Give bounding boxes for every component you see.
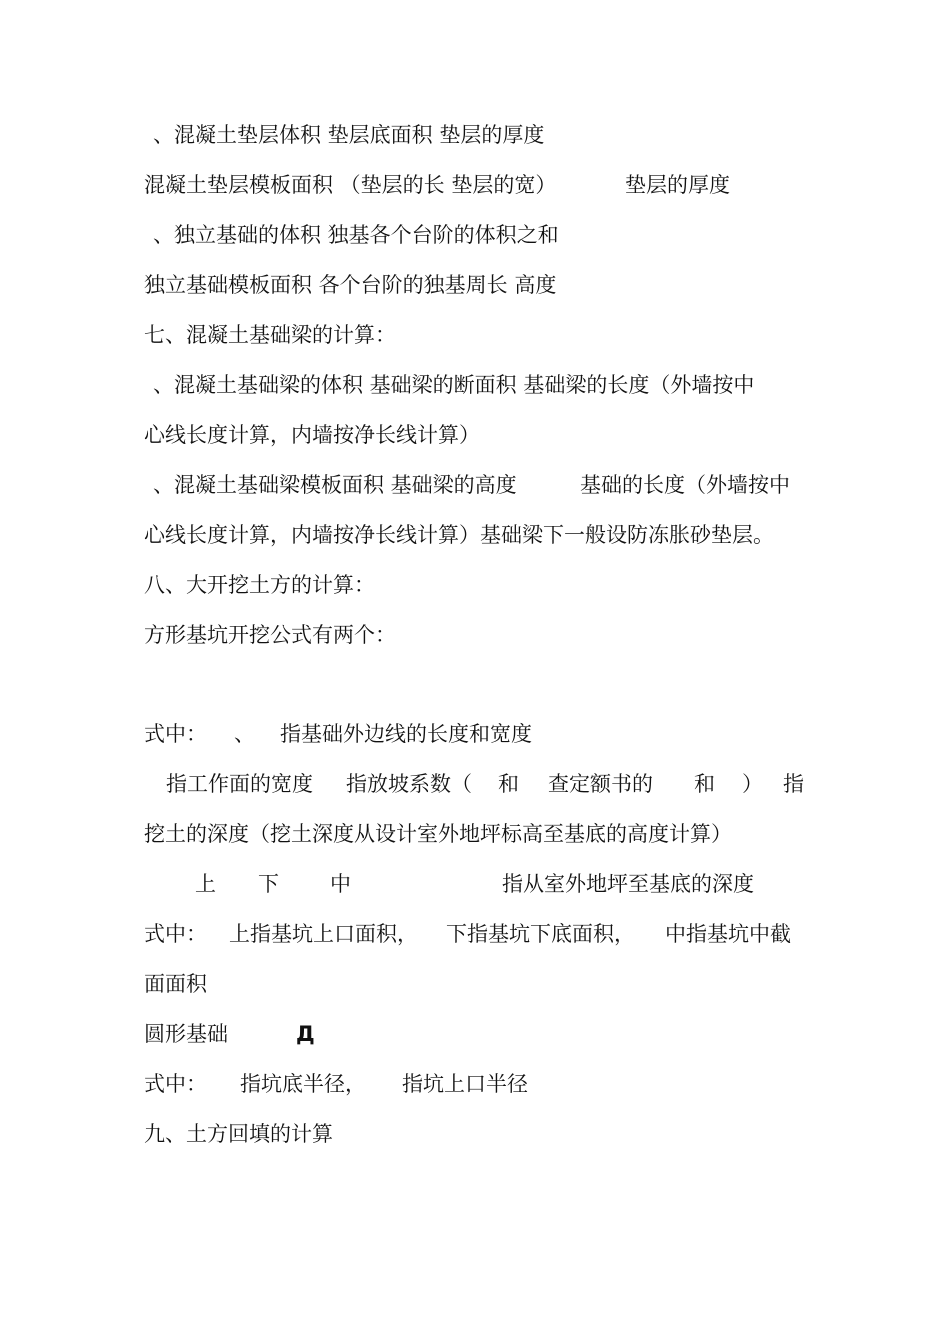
text-segment: 、	[234, 722, 255, 746]
text-segment: 垫层的厚度	[625, 173, 730, 197]
text-segment: 独立基础模板面积 各个台阶的独基周长 高度	[144, 273, 557, 297]
formula-symbol: Д	[296, 1022, 315, 1046]
text-segment: 中指基坑中截	[665, 922, 791, 946]
text-segment: 指从室外地坪至基底的深度	[502, 872, 754, 896]
text-segment: 面面积	[144, 972, 207, 996]
text-segment: 心线长度计算，内墙按净长线计算）基础梁下一般设防冻胀砂垫层。	[144, 523, 774, 547]
text-segment: 混凝土垫层模板面积 （垫层的长 垫层的宽）	[144, 173, 557, 197]
text-segment: 上指基坑上口面积，	[229, 922, 418, 946]
text-segment: 式中：	[144, 1072, 207, 1096]
text-segment: ）	[742, 772, 763, 796]
text-segment: 下指基坑下底面积，	[446, 922, 635, 946]
text-segment: 方形基坑开挖公式有两个：	[144, 623, 396, 647]
text-segment: 指基础外边线的长度和宽度	[280, 722, 532, 746]
text-segment: 九、土方回填的计算	[144, 1122, 333, 1146]
text-segment: 和	[498, 772, 519, 796]
text-segment: 下	[258, 872, 279, 896]
text-segment: 、混凝土基础梁的体积 基础梁的断面积 基础梁的长度（外墙按中	[153, 373, 755, 397]
section-heading	[0, 1121, 333, 1199]
text-segment: 指	[783, 772, 804, 796]
text-segment: 上	[195, 872, 216, 896]
text-segment: 挖土的深度（挖土深度从设计室外地坪标高至基底的高度计算）	[144, 822, 732, 846]
text-segment: 圆形基础	[144, 1022, 228, 1046]
text-segment: 基础的长度（外墙按中	[580, 473, 790, 497]
text-segment: 指坑上口半径	[402, 1072, 528, 1096]
text-segment: 查定额书的	[548, 772, 653, 796]
text-segment: 、独立基础的体积 独基各个台阶的体积之和	[153, 223, 559, 247]
text-segment: 和	[694, 772, 715, 796]
text-segment: 指工作面的宽度	[166, 772, 313, 796]
text-segment: 式中：	[144, 722, 207, 746]
text-segment: 式中：	[144, 922, 207, 946]
text-segment: 指放坡系数（	[346, 772, 472, 796]
text-line	[0, 622, 396, 700]
text-segment: 中	[330, 872, 351, 896]
text-segment: 指坑底半径，	[240, 1072, 366, 1096]
text-segment: 八、大开挖土方的计算：	[144, 573, 375, 597]
text-segment: 心线长度计算，内墙按净长线计算）	[144, 423, 480, 447]
text-segment: 、混凝土基础梁模板面积 基础梁的高度	[153, 473, 517, 497]
text-segment: 、混凝土垫层体积 垫层底面积 垫层的厚度	[153, 123, 545, 147]
text-segment: 七、混凝土基础梁的计算：	[144, 323, 396, 347]
